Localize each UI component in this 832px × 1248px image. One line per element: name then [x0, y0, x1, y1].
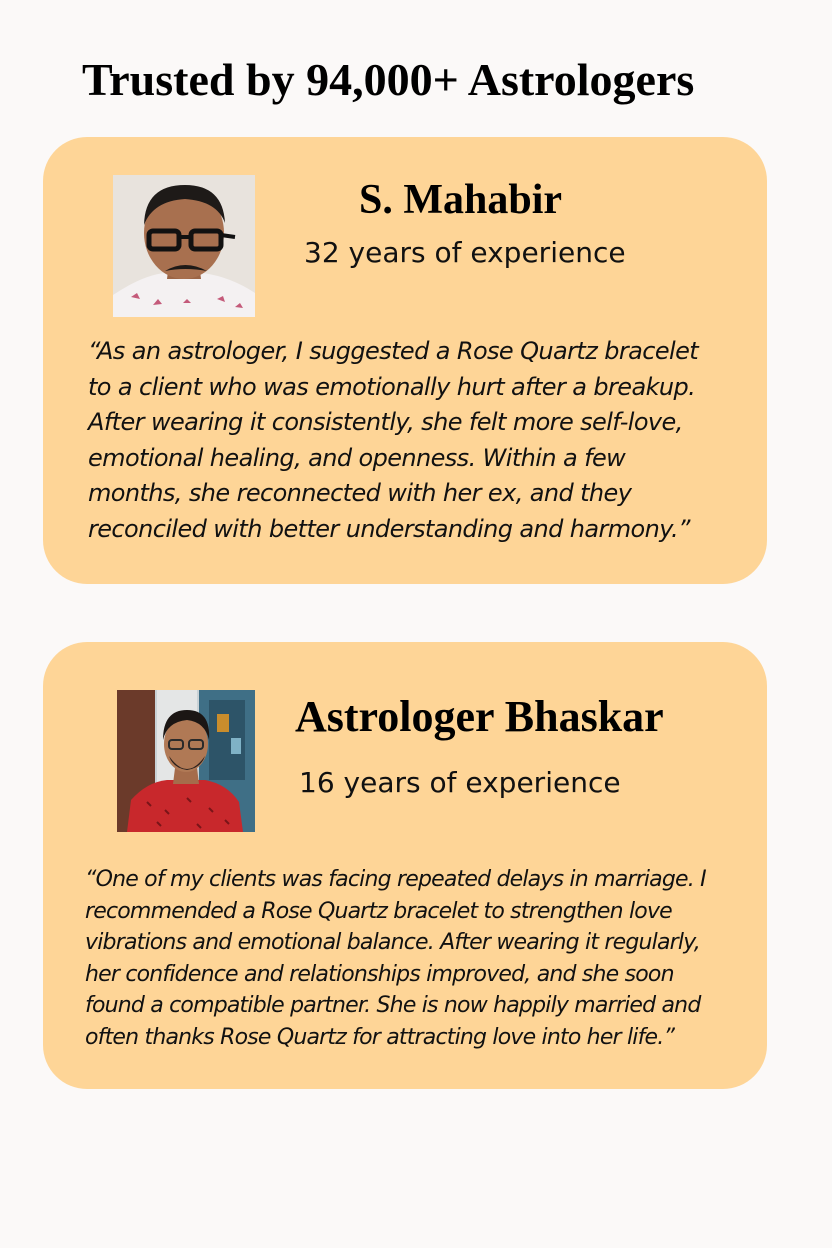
quote-line: recommended a Rose Quartz bracelet to strengthen love — [85, 898, 672, 924]
testimonial-card — [43, 642, 767, 1089]
testimonial-card — [43, 137, 767, 584]
quote-line: emotional healing, and openness. Within a few — [88, 443, 626, 472]
quote-line: vibrations and emotional balance. After wearing it regularly, — [85, 930, 700, 955]
quote-line: months, she reconnected with her ex, and they — [88, 479, 632, 507]
quote-line: After wearing it consistently, she felt more self-love, — [88, 408, 683, 436]
quote-line: her confidence and relationships improved, and she soon — [85, 961, 674, 987]
experience-text: 16 years of experience — [299, 766, 621, 799]
quote-line: found a compatible partner. She is now happily married and — [85, 993, 701, 1018]
quote-line: “As an astrologer, I suggested a Rose Quartz bracelet — [88, 337, 699, 365]
astrologer-name: Astrologer Bhaskar — [295, 692, 664, 741]
quote-line: reconciled with better understanding and harmony.” — [88, 514, 690, 543]
quote-line: “One of my clients was facing repeated delays in marriage. I — [85, 867, 706, 892]
astrologer-photo — [117, 690, 255, 832]
page-title: Trusted by 94,000+ Astrologers — [82, 54, 695, 105]
quote-line: often thanks Rose Quartz for attracting love into her life.” — [85, 1024, 675, 1050]
testimonial-quote — [85, 864, 706, 1053]
astrologer-photo — [113, 175, 255, 317]
experience-text: 32 years of experience — [304, 236, 626, 269]
testimonial-quote — [88, 334, 698, 547]
astrologer-name: S. Mahabir — [359, 177, 563, 223]
quote-line: to a client who was emotionally hurt after a breakup. — [88, 372, 696, 401]
